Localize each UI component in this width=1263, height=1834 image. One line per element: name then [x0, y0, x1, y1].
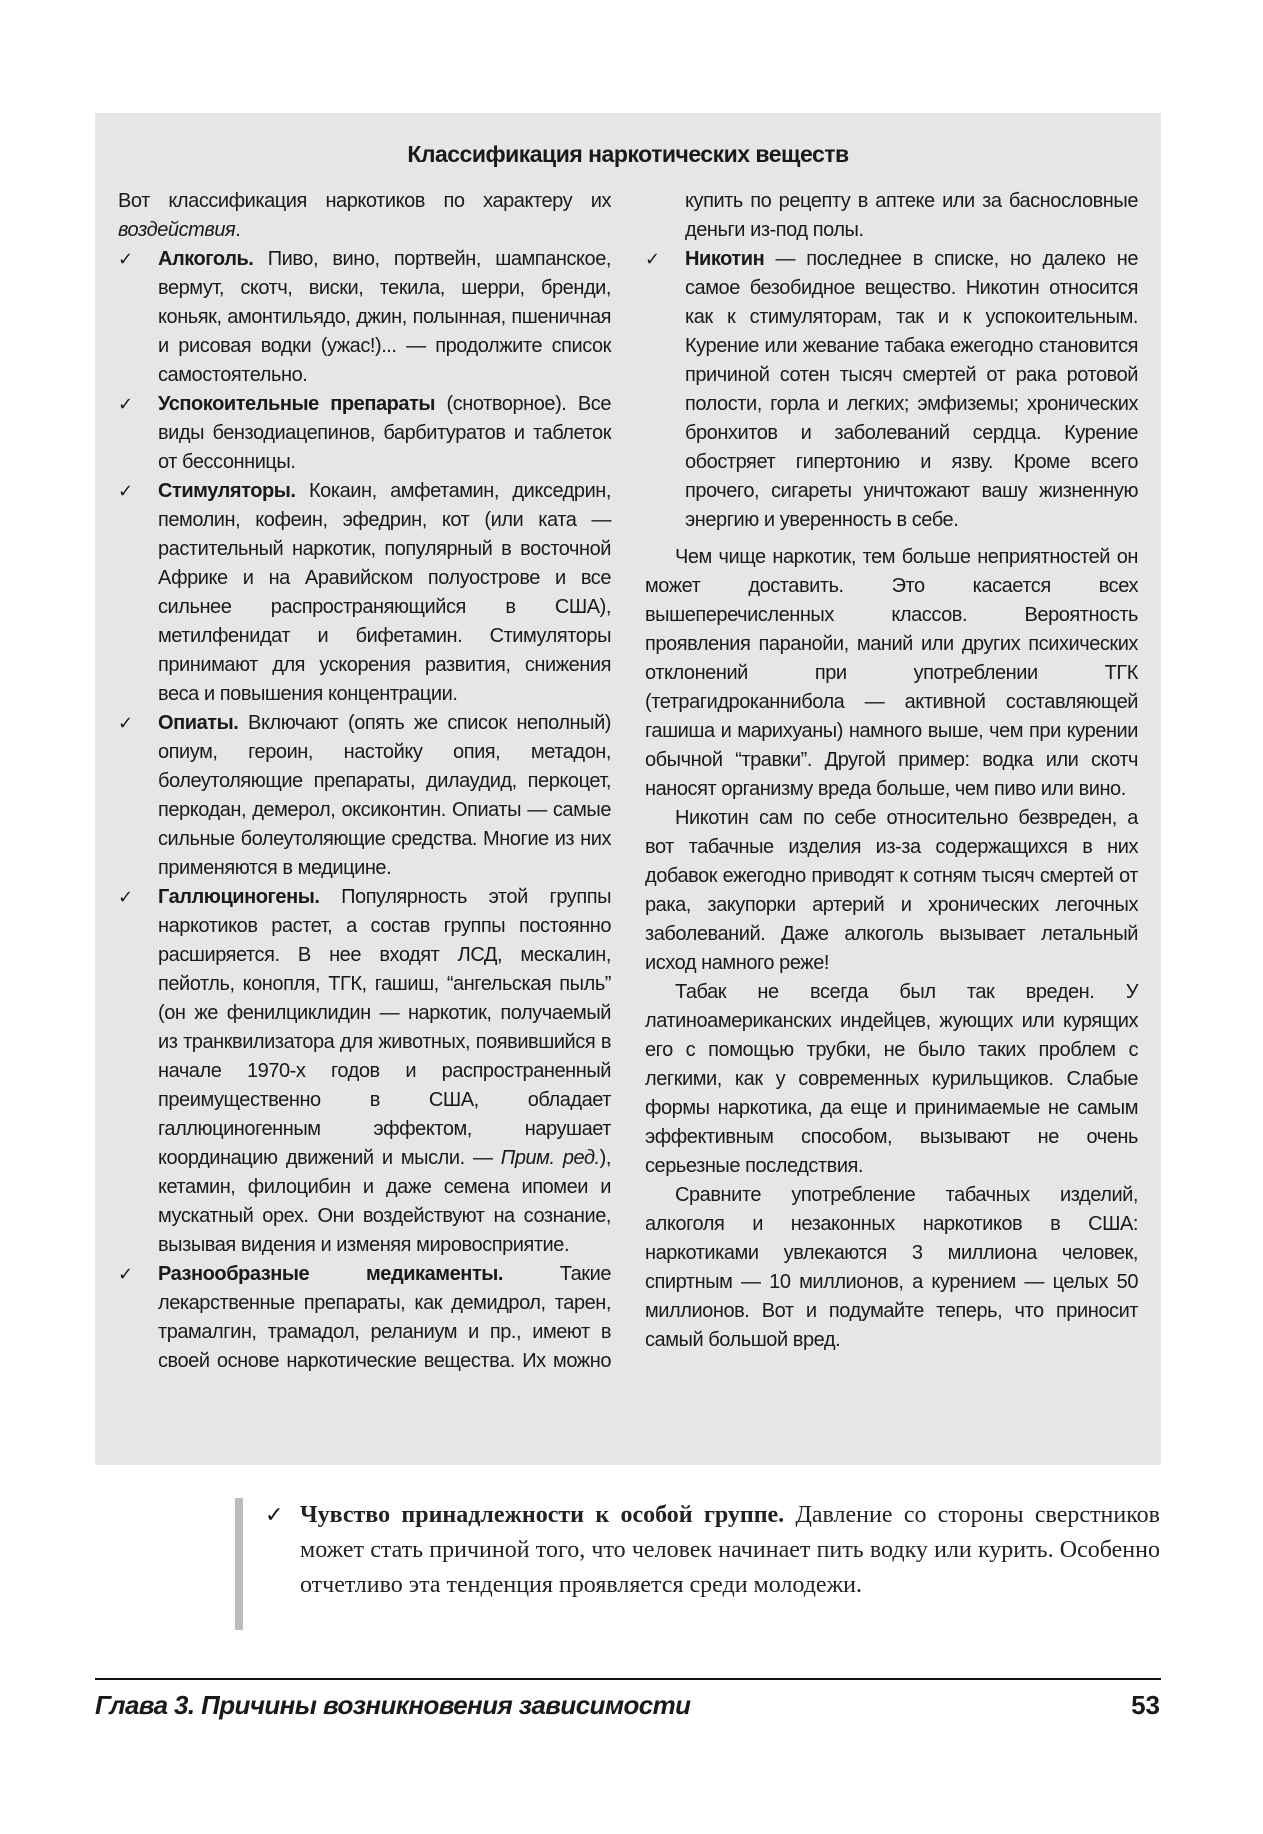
checkmark-icon: ✓ — [118, 394, 133, 415]
item-term: Успокоительные препараты — [158, 393, 436, 415]
intro-text: Вот классификация наркотиков по характеру их — [118, 190, 611, 212]
item-text: Такие лекарственные препараты, как демидрол, тарен, трамалгин, трамадол, реланиум и пр., имеют в своей основе наркотические вещества. Их можно купить по рецепту в аптеке или за баснословные деньги из-под полы. — [158, 190, 1138, 1372]
item-text: Популярность этой группы наркотиков растет, а состав группы постоянно расширяется. В нее входят ЛСД, мескалин, пейотль, конопля, ТГК, гашиш, “ангельская пыль” (он же фенилциклидин — наркотик, получаемый из транквилизатора для животных, появившийся в начале 1970-х годов и распространенный преимущественно в США, обладает галлюциногенным эффектом, нарушает координацию движений и мысли. — — [158, 886, 611, 1169]
sidebar-title: Классификация наркотических веществ — [407, 141, 849, 167]
item-term: Галлюциногены. — [158, 886, 320, 908]
item-term: Стимуляторы. — [158, 480, 296, 502]
sidebar-intro — [118, 187, 611, 245]
list-item — [118, 390, 611, 477]
checkmark-icon: ✓ — [265, 1503, 284, 1528]
item-text: ), кетамин, филоцибин и даже семена ипомеи и мускатный орех. Они воздействуют на сознание, вызывая видения и изменяя мировосприятие. — [158, 1147, 611, 1256]
checkmark-icon: ✓ — [645, 249, 660, 270]
item-term: Никотин — [685, 248, 765, 270]
item-text: Пиво, вино, портвейн, шампанское, вермут, скотч, виски, текила, шерри, бренди, коньяк, амонтильядо, джин, полынная, пшеничная и рисовая водки (ужас!)... — продолжите список самостоятельно. — [158, 248, 611, 386]
running-footer-chapter: Глава 3. Причины возникновения зависимости — [95, 1690, 691, 1720]
sidebar-columns — [118, 187, 1138, 1427]
checkmark-icon: ✓ — [118, 249, 133, 270]
item-text: Включают (опять же список неполный) опиум, героин, настойку опия, метадон, болеутоляющие препараты, дилаудид, перкоцет, перкодан, демерол, оксиконтин. Опиаты — самые сильные болеутоляющие средства. Многие из них применяются в медицине. — [158, 712, 611, 879]
sidebar-box — [95, 113, 1161, 1465]
list-item — [118, 709, 611, 883]
footer-divider — [95, 1678, 1161, 1680]
item-text: — последнее в списке, но далеко не самое безобидное вещество. Никотин относится как к стимуляторам, так и к успокоительным. Курение или жевание табака ежегодно становится причиной сотен тысяч смертей от рака ротовой полости, горла и легких; эмфиземы; хронических бронхитов и заболеваний сердца. Курение обостряет гипертонию и язву. Кроме всего прочего, сигареты уничтожают вашу жизненную энергию и уверенность в себе. — [685, 248, 1138, 531]
list-item — [118, 477, 611, 709]
main-bullet — [235, 1498, 1160, 1630]
checkmark-icon: ✓ — [118, 887, 133, 908]
bullet-text — [300, 1498, 1160, 1603]
checkmark-icon: ✓ — [118, 713, 133, 734]
bullet-body: Давление со стороны сверстников может стать причиной того, что человек начинает пить водку или курить. Особенно отчетливо эта тенденция проявляется среди молодежи. — [300, 1502, 1160, 1598]
paragraph: Сравните употребление табачных изделий, алкоголя и незаконных наркотиков в США: наркотиками увлекаются 3 миллиона человек, спиртным — 10 миллионов, а курением — целых 50 миллионов. Вот и подумайте теперь, что приносит самый большой вред. — [645, 1184, 1138, 1351]
paragraph: Табак не всегда был так вреден. У латиноамериканских индейцев, жующих или курящих его с помощью трубки, не было таких проблем с легкими, как у современных курильщиков. Слабые формы наркотика, да еще и принимаемые не самым эффективным способом, вызывают не очень серьезные последствия. — [645, 981, 1138, 1177]
paragraph: Никотин сам по себе относительно безвреден, а вот табачные изделия из-за содержащихся в них добавок ежегодно приводят к сотням тысяч смертей от рака, закупорки артерий и хронических легочных заболеваний. Даже алкоголь вызывает летальный исход намного реже! — [645, 807, 1138, 974]
editor-note: Прим. ред. — [500, 1147, 600, 1169]
list-item — [118, 883, 611, 1260]
item-text: (снотворное). Все виды бензодиацепинов, барбитуратов и таблеток от бессонницы. — [158, 393, 611, 473]
margin-bar — [235, 1498, 243, 1630]
item-term: Разнообразные медикаменты. — [158, 1263, 504, 1285]
checkmark-icon: ✓ — [118, 481, 133, 502]
intro-end: . — [235, 219, 241, 241]
item-text: Кокаин, амфетамин, дикседрин, пемолин, кофеин, эфедрин, кот (или ката — растительный наркотик, популярный в восточной Африке и на Аравийском полуострове и все сильнее распространяющийся в США), метилфенидат и бифетамин. Стимуляторы принимают для ускорения развития, снижения веса и повышения концентрации. — [158, 480, 611, 705]
list-item — [118, 245, 611, 390]
checkmark-icon: ✓ — [118, 1264, 133, 1285]
bullet-term: Чувство принадлежности к особой группе. — [300, 1502, 785, 1528]
list-item — [645, 245, 1138, 535]
intro-italic: воздействия — [118, 219, 236, 241]
item-term: Алкоголь. — [158, 248, 254, 270]
page-number: 53 — [1131, 1690, 1160, 1720]
paragraph: Чем чище наркотик, тем больше неприятностей он может доставить. Это касается всех вышеперечисленных классов. Вероятность проявления паранойи, маний или других психических отклонений при употреблении ТГК (тетрагидроканнибола — активной составляющей гашиша и марихуаны) намного выше, чем при курении обычной “травки”. Другой пример: водка или скотч наносят организму вреда больше, чем пиво или вино. — [645, 546, 1138, 800]
item-term: Опиаты. — [158, 712, 239, 734]
